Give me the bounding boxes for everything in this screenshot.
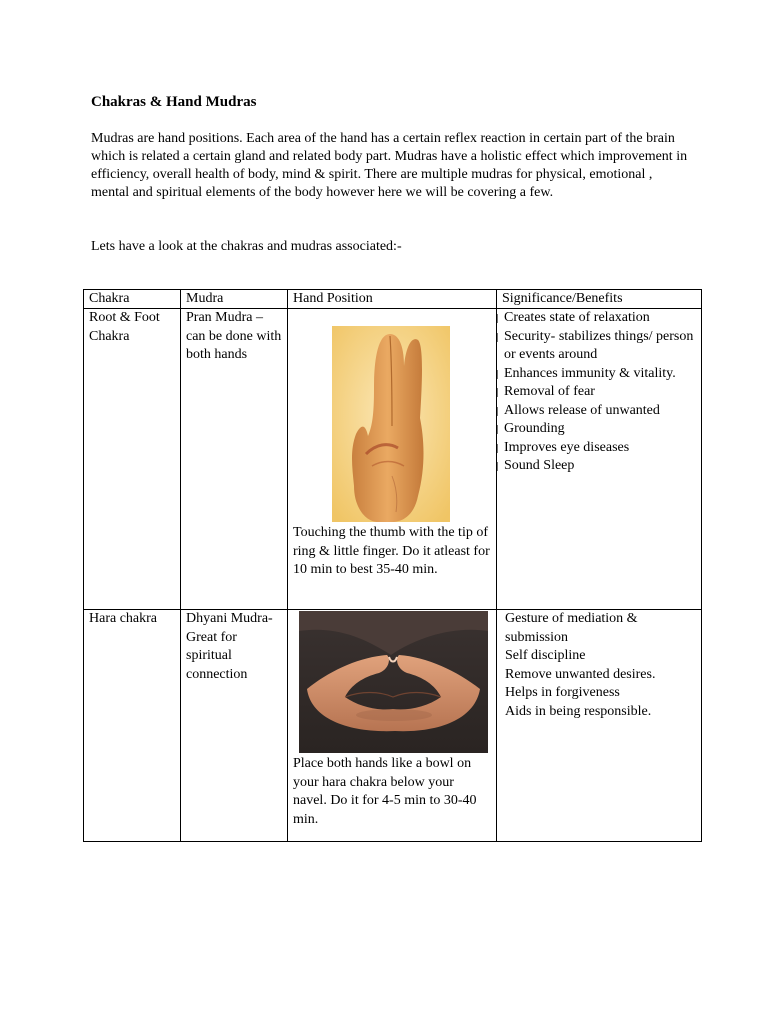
benefit-text: Allows release of unwanted: [504, 402, 660, 418]
header-hand-position: Hand Position: [288, 290, 497, 309]
benefit-text: Removal of fear: [504, 384, 595, 399]
mudra-cell: Pran Mudra – can be done with both hands: [181, 309, 288, 610]
bullet-mark: [497, 444, 498, 453]
benefit-text: Gesture of mediation & submission: [505, 611, 638, 645]
table-row: [84, 610, 702, 842]
benefit-item: [502, 703, 696, 722]
benefit-item: [502, 309, 696, 328]
document-title: Chakras & Hand Mudras: [91, 94, 257, 110]
header-mudra: Mudra: [181, 290, 288, 309]
benefits-cell: [497, 610, 702, 842]
benefit-item: [502, 383, 696, 402]
benefit-text: Creates state of relaxation: [504, 310, 650, 325]
benefit-item: [502, 365, 696, 384]
pran-mudra-hand-image: [332, 326, 450, 522]
bullet-mark: [497, 462, 498, 471]
benefit-item: [502, 647, 696, 666]
benefit-text: Remove unwanted desires.: [505, 666, 656, 682]
lead-sentence: Lets have a look at the chakras and mudras associated:-: [91, 239, 402, 254]
benefit-item: [502, 439, 696, 458]
bullet-mark: [497, 425, 498, 434]
chakra-cell: Hara chakra: [84, 610, 181, 842]
bullet-mark: [497, 407, 498, 416]
benefit-text: Aids in being responsible.: [505, 703, 652, 719]
chakra-cell: Root & Foot Chakra: [84, 309, 181, 610]
mudra-cell: Dhyani Mudra- Great for spiritual connection: [181, 610, 288, 842]
benefit-text: Security- stabilizes things/ person or events around: [504, 328, 694, 362]
benefit-item: [502, 328, 696, 365]
benefit-text: Helps in forgiveness: [505, 685, 620, 700]
benefit-text: Grounding: [504, 421, 565, 436]
chakra-mudra-table: [83, 289, 702, 842]
benefit-item: [502, 684, 696, 703]
header-chakra: Chakra: [84, 290, 181, 309]
hand-position-cell: [288, 610, 497, 842]
benefit-text: Self discipline: [505, 648, 586, 663]
table-header-row: [84, 290, 702, 309]
hand-position-text: Touching the thumb with the tip of ring & little finger. Do it atleast for 10 min to best 35-40 min.: [293, 525, 490, 577]
benefit-text: Enhances immunity & vitality.: [504, 365, 676, 381]
benefits-list: [502, 309, 696, 476]
benefits-list: [502, 610, 696, 721]
bullet-mark: [497, 370, 498, 379]
benefit-item: [502, 457, 696, 476]
benefit-item: [502, 420, 696, 439]
hand-position-cell: [288, 309, 497, 610]
benefit-text: Sound Sleep: [504, 458, 575, 473]
benefit-item: [502, 402, 696, 421]
bullet-mark: [497, 314, 498, 323]
bullet-mark: [497, 333, 498, 342]
intro-paragraph: Mudras are hand positions. Each area of the hand has a certain reflex reaction in certain part of the brain which is related a certain gland and related body part. Mudras have a holistic effect which improvement in efficiency, overall health of body, mind & spirit. There are multiple mudras for physical, emotional , mental and spiritual elements of the body however here we will be covering a few.: [91, 131, 688, 200]
benefit-text: Improves eye diseases: [504, 439, 630, 455]
bullet-mark: [497, 388, 498, 397]
benefit-item: [502, 610, 696, 647]
benefits-cell: [497, 309, 702, 610]
table-row: [84, 309, 702, 610]
dhyani-mudra-hands-image: [299, 611, 488, 753]
header-benefits: Significance/Benefits: [497, 290, 702, 309]
benefit-item: [502, 666, 696, 685]
hand-position-text: Place both hands like a bowl on your hara chakra below your navel. Do it for 4-5 min to 30-40 min.: [293, 756, 477, 827]
